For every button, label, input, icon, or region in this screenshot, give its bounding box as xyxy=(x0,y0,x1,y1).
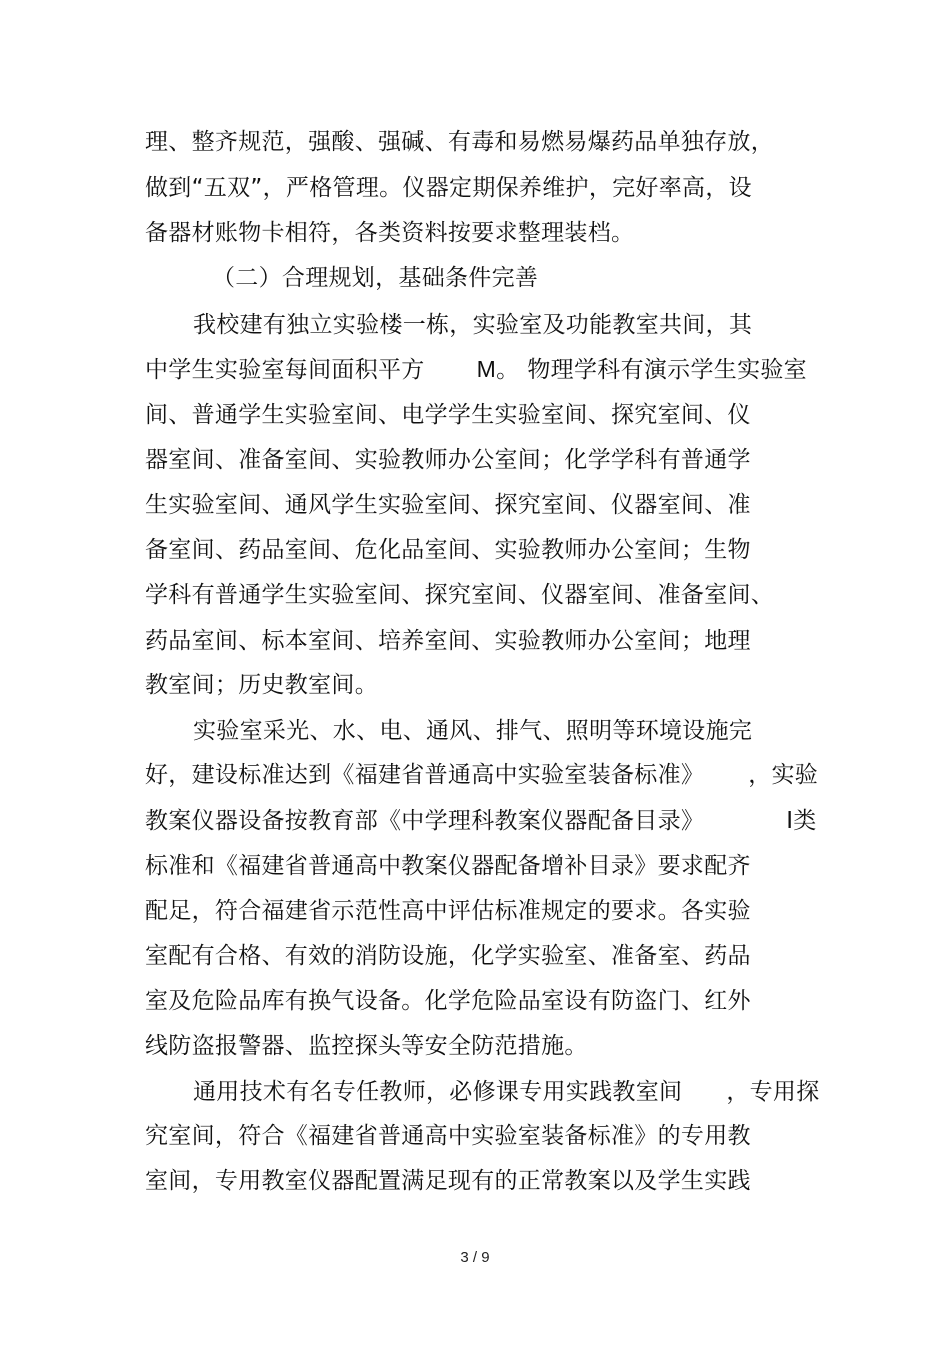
text-line: 我校建有独立实验楼一栋，实验室及功能教室共间，其 xyxy=(193,312,753,338)
text-line xyxy=(145,354,807,385)
section-heading: （二）合理规划，基础条件完善 xyxy=(212,265,539,291)
text-line xyxy=(145,760,818,790)
text-line: 室配有合格、有效的消防设施，化学实验室、准备室、药品 xyxy=(145,943,751,969)
text-line: 实验室采光、水、电、通风、排气、照明等环境设施完 xyxy=(193,718,753,744)
text-segment: 通用技术有名专任教师，必修课专用实践教室间 xyxy=(193,1079,683,1105)
text-line: 备室间、药品室间、危化品室间、实验教师办公室间；生物 xyxy=(145,537,751,563)
text-segment: 好，建设标准达到《福建省普通高中实验室装备标准》 xyxy=(145,762,705,788)
text-line: 室间，专用教室仪器配置满足现有的正常教案以及学生实践 xyxy=(145,1168,751,1194)
text-segment: 物理学科有演示学生实验室 xyxy=(527,357,807,383)
text-line: 教室间；历史教室间。 xyxy=(145,672,378,698)
text-line: 理、整齐规范，强酸、强碱、有毒和易燃易爆药品单独存放， xyxy=(145,129,775,155)
text-segment: ，实验 xyxy=(748,762,819,788)
text-line: 生实验室间、通风学生实验室间、探究室间、仪器室间、准 xyxy=(145,492,751,518)
page-number: 3 / 9 xyxy=(460,1249,490,1266)
unit-symbol: M。 xyxy=(476,356,520,382)
text-line xyxy=(193,1077,820,1107)
text-line: 线防盗报警器、监控探头等安全防范措施。 xyxy=(145,1033,588,1059)
text-line: 间、普通学生实验室间、电学学生实验室间、探究室间、仪 xyxy=(145,402,751,428)
text-segment: 中学生实验室每间面积平方 xyxy=(145,357,425,383)
text-line: 究室间，符合《福建省普通高中实验室装备标准》的专用教 xyxy=(145,1123,751,1149)
text-line: 备器材账物卡相符，各类资料按要求整理装档。 xyxy=(145,220,635,246)
text-line: 做到“五双”，严格管理。仪器定期保养维护，完好率高，设 xyxy=(145,175,752,201)
text-line: 室及危险品库有换气设备。化学危险品室设有防盗门、红外 xyxy=(145,988,751,1014)
text-line: 学科有普通学生实验室间、探究室间、仪器室间、准备室间、 xyxy=(145,582,775,608)
text-line: 配足，符合福建省示范性高中评估标准规定的要求。各实验 xyxy=(145,898,751,924)
text-line: 器室间、准备室间、实验教师办公室间；化学学科有普通学 xyxy=(145,447,751,473)
text-line xyxy=(145,806,817,836)
text-segment: Ⅰ类 xyxy=(786,808,817,834)
text-line: 药品室间、标本室间、培养室间、实验教师办公室间；地理 xyxy=(145,628,751,654)
text-segment: ，专用探 xyxy=(726,1079,820,1105)
text-segment: 教案仪器设备按教育部《中学理科教案仪器配备目录》 xyxy=(145,808,705,834)
text-line: 标准和《福建省普通高中教案仪器配备增补目录》要求配齐 xyxy=(145,853,751,879)
